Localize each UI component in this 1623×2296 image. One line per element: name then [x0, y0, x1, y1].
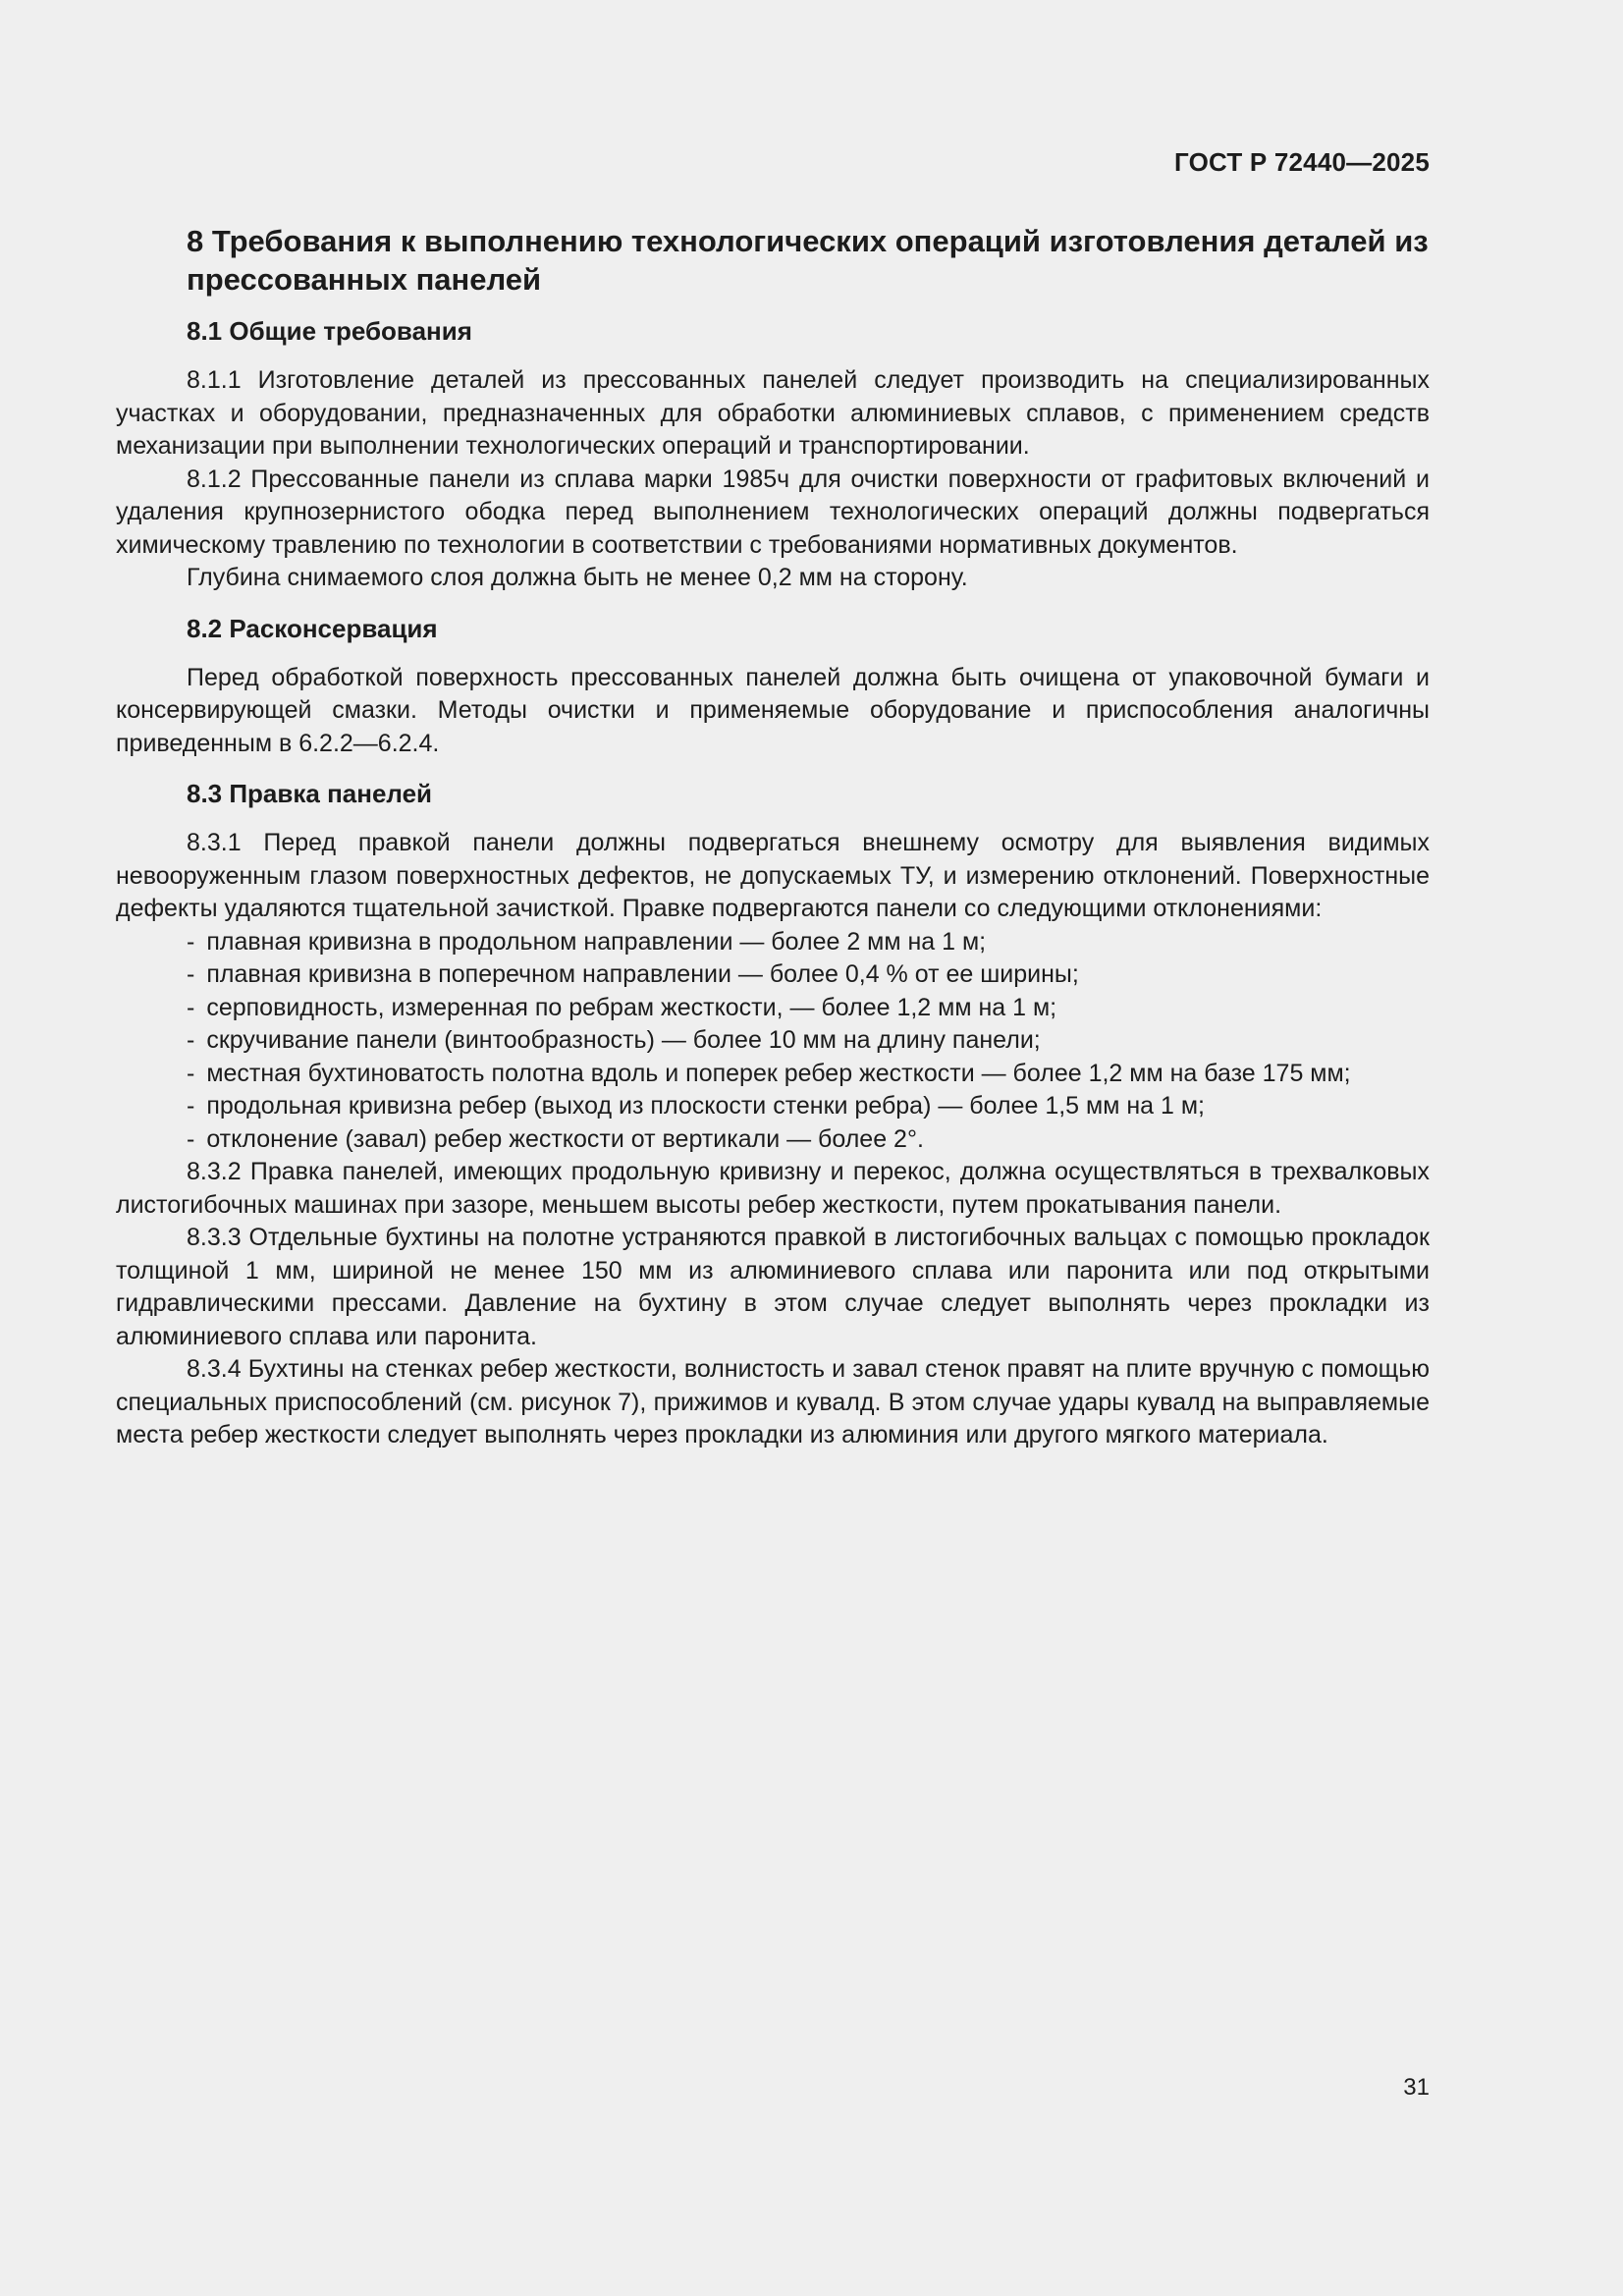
list-item — [116, 1090, 1430, 1123]
list-item — [116, 958, 1430, 992]
document-code: ГОСТ Р 72440—2025 — [1174, 147, 1430, 177]
paragraph-8-3-1: 8.3.1 Перед правкой панели должны подвергаться внешнему осмотру для выявления видимых невооруженным глазом поверхностных дефектов, не допускаемых ТУ, и измерению отклонений. Поверхностные дефекты удаляются тщательной зачисткой. Правке подвергаются панели со следующими отклонениями: — [116, 829, 1430, 922]
paragraph-8-3-4: 8.3.4 Бухтины на стенках ребер жесткости, волнистость и завал стенок правят на плите вручную с помощью специальных приспособлений (см. рисунок 7), прижимов и кувалд. В этом случае удары кувалд на выправляемые места ребер жесткости следует выполнять через прокладки из алюминия или другого мягкого материала. — [116, 1355, 1430, 1449]
list-marker: - — [187, 1092, 195, 1120]
subsection-title-8-2: 8.2 Расконсервация — [187, 613, 438, 643]
list-item-text: местная бухтиноватость полотна вдоль и поперек ребер жесткости — более 1,2 мм на базе 175 мм; — [206, 1059, 1351, 1087]
list-item — [116, 1058, 1430, 1091]
paragraph-8-1-1: 8.1.1 Изготовление деталей из прессованных панелей следует производить на специализированных участках и оборудовании, предназначенных для обработки алюминиевых сплавов, с применением средств механизации при выполнении технологических операций и транспортировании. — [116, 366, 1430, 460]
list-marker: - — [187, 993, 195, 1021]
section-title: 8 Требования к выполнению технологических операций изготовления деталей из прессованных панелей — [187, 224, 1429, 297]
list-marker: - — [187, 1026, 195, 1054]
page-number: 31 — [1403, 2074, 1430, 2101]
deviation-list — [116, 926, 1430, 1157]
list-item-text: плавная кривизна в поперечном направлении — более 0,4 % от ее ширины; — [206, 960, 1079, 988]
subsection-title-8-1: 8.1 Общие требования — [187, 316, 472, 346]
list-marker: - — [187, 960, 195, 988]
list-marker: - — [187, 1124, 195, 1153]
list-item — [116, 1123, 1430, 1157]
list-marker: - — [187, 927, 195, 956]
list-item-text: плавная кривизна в продольном направлении — более 2 мм на 1 м; — [206, 927, 987, 956]
list-marker: - — [187, 1059, 195, 1087]
subsection-title-8-3: 8.3 Правка панелей — [187, 779, 433, 808]
paragraph-8-3-2: 8.3.2 Правка панелей, имеющих продольную кривизну и перекос, должна осуществляться в трехвалковых листогибочных машинах при зазоре, меньшем высоты ребер жесткости, путем прокатывания панели. — [116, 1158, 1430, 1219]
list-item — [116, 992, 1430, 1025]
list-item — [116, 1024, 1430, 1058]
document-page — [116, 0, 1430, 2296]
paragraph-8-1-2: 8.1.2 Прессованные панели из сплава марки 1985ч для очистки поверхности от графитовых включений и удаления крупнозернистого ободка перед выполнением технологических операций должны подвергаться химическому травлению по технологии в соответствии с требованиями нормативных документов. — [116, 465, 1430, 559]
list-item-text: отклонение (завал) ребер жесткости от вертикали — более 2°. — [206, 1124, 924, 1153]
paragraph-8-2: Перед обработкой поверхность прессованных панелей должна быть очищена от упаковочной бумаги и консервирующей смазки. Методы очистки и применяемые оборудование и приспособления аналогичны приведенным в 6.2.2—6.2.4. — [116, 663, 1430, 757]
list-item — [116, 926, 1430, 959]
list-item-text: продольная кривизна ребер (выход из плоскости стенки ребра) — более 1,5 мм на 1 м; — [206, 1092, 1205, 1120]
list-item-text: серповидность, измеренная по ребрам жесткости, — более 1,2 мм на 1 м; — [206, 993, 1057, 1021]
paragraph-layer-depth: Глубина снимаемого слоя должна быть не менее 0,2 мм на сторону. — [187, 564, 968, 591]
list-item-text: скручивание панели (винтообразность) — более 10 мм на длину панели; — [206, 1026, 1041, 1054]
paragraph-8-3-3: 8.3.3 Отдельные бухтины на полотне устраняются правкой в листогибочных вальцах с помощью прокладок толщиной 1 мм, шириной не менее 150 мм из алюминиевого сплава или паронита или под открытыми гидравлическими прессами. Давление на бухтину в этом случае следует выполнять через прокладки из алюминиевого сплава или паронита. — [116, 1224, 1430, 1350]
page-content — [116, 222, 1430, 1452]
